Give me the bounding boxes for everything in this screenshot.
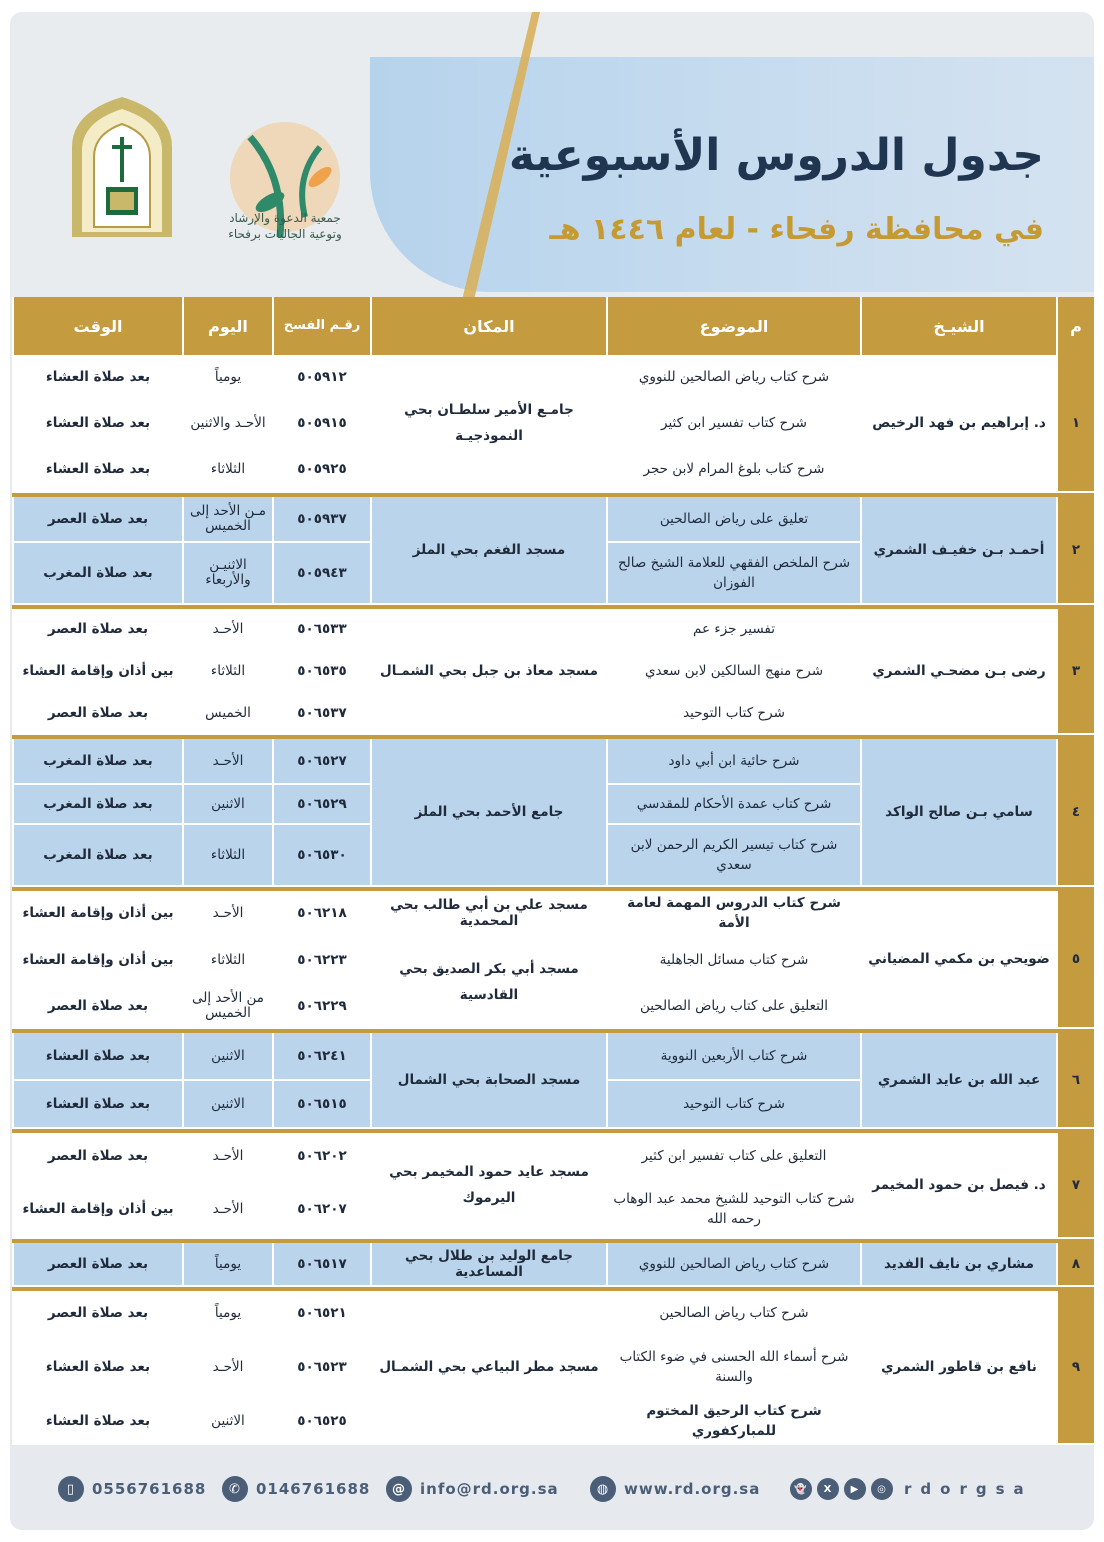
sheikh-name: رضى بـن مضحـي الشمري bbox=[860, 609, 1056, 735]
social-handle: rdorgsa bbox=[904, 1480, 1033, 1498]
association-name-line1: جمعية الدعوة والإرشاد bbox=[229, 211, 341, 225]
association-name bbox=[210, 210, 360, 242]
at-icon: @ bbox=[386, 1476, 412, 1502]
topic-cell: تعليق على رياض الصالحين bbox=[606, 497, 860, 543]
permit-code: ٥٠٦٢٤١ bbox=[272, 1033, 370, 1081]
location-cell: مسجد الصحابة بحي الشمال bbox=[370, 1033, 606, 1129]
row-number: ٦ bbox=[1056, 1033, 1094, 1129]
email-address: info@rd.org.sa bbox=[420, 1480, 559, 1498]
sheikh-name: سامي بـن صالح الواكد bbox=[860, 739, 1056, 887]
table-row bbox=[12, 609, 1094, 651]
permit-code: ٥٠٦٥٢٣ bbox=[272, 1337, 370, 1399]
x-icon[interactable]: X bbox=[817, 1478, 839, 1500]
sheikh-name: عبد الله بن عايد الشمري bbox=[860, 1033, 1056, 1129]
permit-code: ٥٠٦٥٣٥ bbox=[272, 651, 370, 693]
topic-cell: شرح كتاب عمدة الأحكام للمقدسي bbox=[606, 785, 860, 825]
mobile-number: 0556761688 bbox=[92, 1480, 207, 1498]
permit-code: ٥٠٦٢٢٩ bbox=[272, 985, 370, 1029]
permit-code: ٥٠٦٢٠٢ bbox=[272, 1133, 370, 1181]
location-cell: مسجد علي بن أبي طالب بحي المحمدية bbox=[370, 891, 606, 937]
sheikh-name: د. إبراهيم بن فهد الرخيص bbox=[860, 355, 1056, 493]
permit-code: ٥٠٦٥٣٣ bbox=[272, 609, 370, 651]
topic-cell: شرح حائية ابن أبي داود bbox=[606, 739, 860, 785]
day-cell: الثلاثاء bbox=[182, 651, 272, 693]
time-cell: بعد صلاة العصر bbox=[12, 693, 182, 735]
time-cell: بين أذان وإقامة العشاء bbox=[12, 891, 182, 937]
page-title: جدول الدروس الأسبوعية bbox=[508, 130, 1044, 181]
day-cell: يومياً bbox=[182, 1291, 272, 1337]
day-cell: الأحـد bbox=[182, 1133, 272, 1181]
time-cell: بعد صلاة العصر bbox=[12, 1291, 182, 1337]
topic-cell: التعليق على كتاب تفسير ابن كثير bbox=[606, 1133, 860, 1181]
row-number: ٥ bbox=[1056, 891, 1094, 1029]
permit-code: ٥٠٦٥٢٥ bbox=[272, 1399, 370, 1445]
topic-cell: شرح كتاب رياض الصالحين bbox=[606, 1291, 860, 1337]
time-cell: بين أذان وإقامة العشاء bbox=[12, 937, 182, 985]
col-header-day: اليوم bbox=[182, 297, 272, 355]
permit-code: ٥٠٦٥٢٩ bbox=[272, 785, 370, 825]
topic-cell: شرح كتاب الأربعين النووية bbox=[606, 1033, 860, 1081]
table-row bbox=[12, 355, 1094, 401]
day-cell: الاثنين bbox=[182, 1081, 272, 1129]
time-cell: بعد صلاة العصر bbox=[12, 609, 182, 651]
page-subtitle: في محافظة رفحاء - لعام ١٤٤٦ هـ bbox=[549, 212, 1044, 247]
permit-code: ٥٠٦٥٢٧ bbox=[272, 739, 370, 785]
topic-cell: شرح كتاب الدروس المهمة لعامة الأمة bbox=[606, 891, 860, 937]
association-logo-icon bbox=[210, 72, 360, 282]
col-header-location: المكان bbox=[370, 297, 606, 355]
time-cell: بعد صلاة العشاء bbox=[12, 447, 182, 493]
table-row bbox=[12, 1133, 1094, 1181]
time-cell: بعد صلاة العشاء bbox=[12, 1337, 182, 1399]
phone-icon: ✆ bbox=[222, 1476, 248, 1502]
website-link[interactable] bbox=[590, 1476, 760, 1502]
association-name-line2: وتوعية الجاليات برفحاء bbox=[228, 227, 342, 241]
permit-code: ٥٠٥٩١٥ bbox=[272, 401, 370, 447]
day-cell: الاثنين bbox=[182, 1399, 272, 1445]
topic-cell: تفسير جزء عم bbox=[606, 609, 860, 651]
time-cell: بعد صلاة العشاء bbox=[12, 355, 182, 401]
time-cell: بعد صلاة المغرب bbox=[12, 739, 182, 785]
time-cell: بعد صلاة العصر bbox=[12, 497, 182, 543]
day-cell: الاثنين bbox=[182, 785, 272, 825]
day-cell: يومياً bbox=[182, 1243, 272, 1287]
permit-code: ٥٠٦٢٠٧ bbox=[272, 1181, 370, 1239]
time-cell: بعد صلاة العشاء bbox=[12, 1399, 182, 1445]
topic-cell: شرح أسماء الله الحسنى في ضوء الكتاب والسنة bbox=[606, 1337, 860, 1399]
topic-cell: شرح منهج السالكين لابن سعدي bbox=[606, 651, 860, 693]
day-cell: الأحـد bbox=[182, 739, 272, 785]
phone-number: 0146761688 bbox=[256, 1480, 371, 1498]
time-cell: بعد صلاة العشاء bbox=[12, 1081, 182, 1129]
topic-cell: شرح الملخص الفقهي للعلامة الشيخ صالح الفوزان bbox=[606, 543, 860, 605]
day-cell: الثلاثاء bbox=[182, 447, 272, 493]
sheikh-name: د. فيصل بن حمود المخيمر bbox=[860, 1133, 1056, 1239]
location-cell: مسجد عايد حمود المخيمر بحي اليرموك bbox=[370, 1133, 606, 1239]
topic-cell: شرح كتاب تيسير الكريم الرحمن لابن سعدي bbox=[606, 825, 860, 887]
location-cell: مسجد الفغم بحي الملز bbox=[370, 497, 606, 605]
table-row bbox=[12, 739, 1094, 785]
permit-code: ٥٠٦٥٢١ bbox=[272, 1291, 370, 1337]
website-url: www.rd.org.sa bbox=[624, 1480, 761, 1498]
permit-code: ٥٠٦٢٢٣ bbox=[272, 937, 370, 985]
youtube-icon[interactable]: ▶ bbox=[844, 1478, 866, 1500]
permit-code: ٥٠٦٥٣٧ bbox=[272, 693, 370, 735]
social-links bbox=[790, 1476, 1033, 1502]
sheikh-name: مشاري بن نايف الفديد bbox=[860, 1243, 1056, 1287]
time-cell: بين أذان وإقامة العشاء bbox=[12, 651, 182, 693]
table-header-row bbox=[12, 297, 1094, 355]
table-row bbox=[12, 1243, 1094, 1287]
topic-cell: شرح كتاب تفسير ابن كثير bbox=[606, 401, 860, 447]
row-number: ٢ bbox=[1056, 497, 1094, 605]
topic-cell: التعليق على كتاب رياض الصالحين bbox=[606, 985, 860, 1029]
mobile-contact[interactable] bbox=[58, 1476, 206, 1502]
row-number: ٩ bbox=[1056, 1291, 1094, 1445]
permit-code: ٥٠٥٩٣٧ bbox=[272, 497, 370, 543]
day-cell: الأحـد bbox=[182, 609, 272, 651]
permit-code: ٥٠٦٢١٨ bbox=[272, 891, 370, 937]
location-cell: جامع الأحمد بحي الملز bbox=[370, 739, 606, 887]
day-cell: الاثنين bbox=[182, 1033, 272, 1081]
permit-code: ٥٠٦٥١٥ bbox=[272, 1081, 370, 1129]
time-cell: بعد صلاة العصر bbox=[12, 1243, 182, 1287]
permit-code: ٥٠٥٩١٢ bbox=[272, 355, 370, 401]
day-cell: الاثنيـن والأربعاء bbox=[182, 543, 272, 605]
location-cell: مسجد مطر البياعي بحي الشمـال bbox=[370, 1291, 606, 1445]
day-cell: من الأحد إلى الخميس bbox=[182, 985, 272, 1029]
location-cell: مسجد أبي بكر الصديق بحي القادسية bbox=[370, 937, 606, 1029]
mobile-icon: ▯ bbox=[58, 1476, 84, 1502]
day-cell: الثلاثاء bbox=[182, 825, 272, 887]
day-cell: يومياً bbox=[182, 355, 272, 401]
row-number: ٧ bbox=[1056, 1133, 1094, 1239]
topic-cell: شرح كتاب بلوغ المرام لابن حجر bbox=[606, 447, 860, 493]
location-cell: مسجد معاذ بن جبل بحي الشمـال bbox=[370, 609, 606, 735]
row-number: ٣ bbox=[1056, 609, 1094, 735]
phone-contact[interactable] bbox=[222, 1476, 370, 1502]
permit-code: ٥٠٥٩٢٥ bbox=[272, 447, 370, 493]
time-cell: بعد صلاة العصر bbox=[12, 1133, 182, 1181]
time-cell: بعد صلاة العصر bbox=[12, 985, 182, 1029]
col-header-code: رقـم الفسح bbox=[272, 297, 370, 355]
day-cell: الثلاثاء bbox=[182, 937, 272, 985]
col-header-num: م bbox=[1056, 297, 1094, 355]
day-cell: الخميس bbox=[182, 693, 272, 735]
topic-cell: شرح كتاب التوحيد bbox=[606, 693, 860, 735]
table-row bbox=[12, 1033, 1094, 1081]
location-cell: جامـع الأمير سلطـان بحي النموذجيـة bbox=[370, 355, 606, 493]
sheikh-name: أحمـد بـن خفيـف الشمري bbox=[860, 497, 1056, 605]
instagram-icon[interactable]: ◎ bbox=[871, 1478, 893, 1500]
header bbox=[10, 12, 1094, 300]
time-cell: بعد صلاة العشاء bbox=[12, 1033, 182, 1081]
time-cell: بعد صلاة المغرب bbox=[12, 543, 182, 605]
schedule-table bbox=[12, 297, 1094, 1445]
table-row bbox=[12, 1291, 1094, 1337]
globe-icon: ◍ bbox=[590, 1476, 616, 1502]
topic-cell: شرح كتاب التوحيد للشيخ محمد عبد الوهاب رحمه الله bbox=[606, 1181, 860, 1239]
topic-cell: شرح كتاب التوحيد bbox=[606, 1081, 860, 1129]
permit-code: ٥٠٦٥١٧ bbox=[272, 1243, 370, 1287]
time-cell: بعد صلاة المغرب bbox=[12, 825, 182, 887]
table-row bbox=[12, 891, 1094, 937]
time-cell: بعد صلاة المغرب bbox=[12, 785, 182, 825]
day-cell: الأحـد bbox=[182, 1337, 272, 1399]
col-header-sheikh: الشيـخ bbox=[860, 297, 1056, 355]
time-cell: بين أذان وإقامة العشاء bbox=[12, 1181, 182, 1239]
email-contact[interactable] bbox=[386, 1476, 559, 1502]
day-cell: الأحـد والاثنين bbox=[182, 401, 272, 447]
topic-cell: شرح كتاب رياض الصالحين للنووي bbox=[606, 1243, 860, 1287]
row-number: ١ bbox=[1056, 355, 1094, 493]
row-number: ٤ bbox=[1056, 739, 1094, 887]
day-cell: مـن الأحد إلى الخميس bbox=[182, 497, 272, 543]
location-cell: جامع الوليد بن طلال بحي المساعدية bbox=[370, 1243, 606, 1287]
col-header-time: الوقت bbox=[12, 297, 182, 355]
permit-code: ٥٠٦٥٣٠ bbox=[272, 825, 370, 887]
snapchat-icon[interactable]: 👻 bbox=[790, 1478, 812, 1500]
table-row bbox=[12, 497, 1094, 543]
row-number: ٨ bbox=[1056, 1243, 1094, 1287]
permit-code: ٥٠٥٩٤٣ bbox=[272, 543, 370, 605]
sheikh-name: نافع بن قاطور الشمري bbox=[860, 1291, 1056, 1445]
time-cell: بعد صلاة العشاء bbox=[12, 401, 182, 447]
col-header-topic: الموضوع bbox=[606, 297, 860, 355]
day-cell: الأحـد bbox=[182, 891, 272, 937]
sheikh-name: ضويحي بن مكمي المضياني bbox=[860, 891, 1056, 1029]
topic-cell: شرح كتاب رياض الصالحين للنووي bbox=[606, 355, 860, 401]
day-cell: الأحـد bbox=[182, 1181, 272, 1239]
topic-cell: شرح كتاب الرحيق المختوم للمباركفوري bbox=[606, 1399, 860, 1445]
ministry-logo-icon bbox=[62, 92, 182, 237]
topic-cell: شرح كتاب مسائل الجاهلية bbox=[606, 937, 860, 985]
